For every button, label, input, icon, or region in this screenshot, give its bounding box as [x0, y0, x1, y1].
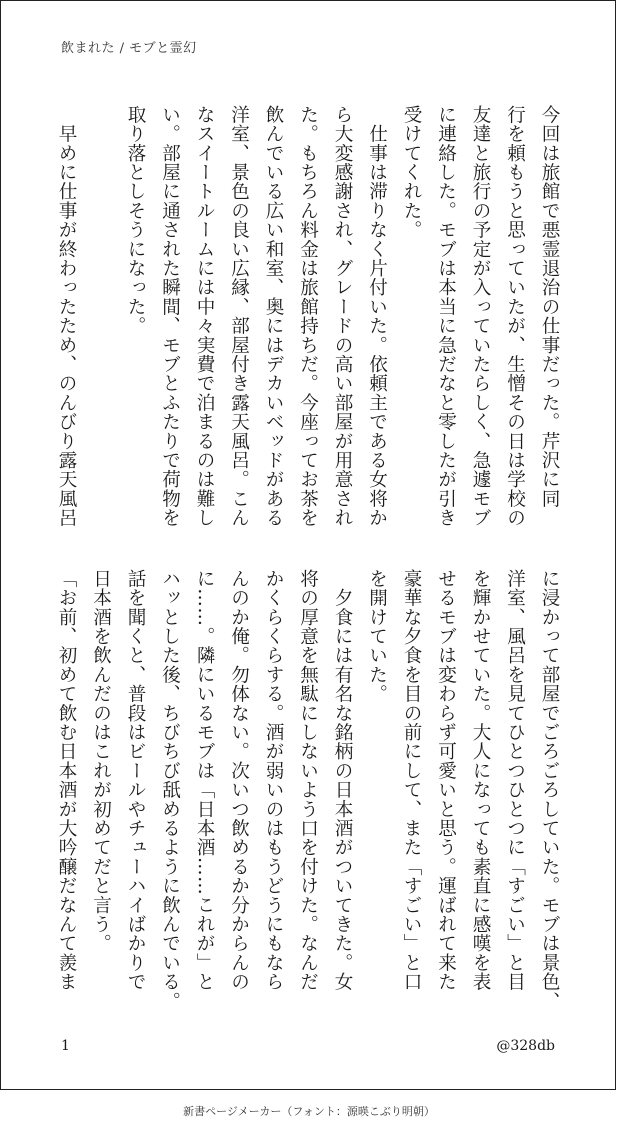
body-text-lower: に浸かって部屋でごろごろしていた。モブは景色、 洋室、風呂を見てひとつひとつに「すごい」と目 を輝かせていた。大人になっても素直に感嘆を表 せるモブは変わらず可愛いと思う。運ばれて来た 豪華な夕食を目の前にして、また「すごい」と口 を開けていた。 夕食には有名な銘柄の日本酒がついてきた。女 将の厚意を無駄にしないよう口を付けた。なんだ かくらくらする。酒が弱いのはもうどうにもなら んのか俺。勿体ない。次いつ飲めるか分からんの に……。隣にいるモブは「日本酒……これが」と ハッとした後、ちびちび舐めるように飲んでいる。 話を聞くと、普段はビールやチューハイばかりで 日本酒を飲んだのはこれが初めてだと言う。 「お前、初めて飲む日本酒が大吟醸だなんて羨ま: [56, 569, 560, 1011]
page-header-title: 飲まれた / モブと霊幻: [61, 41, 197, 56]
body-text-upper: 今回は旅館で悪霊退治の仕事だった。芹沢に同 行を頼もうと思っていたが、生憎その日は学校の 友達と旅行の予定が入っていたらしく、急遽モブ に連絡した。モブは本当に急だなと零したが引き 受けてくれた。 仕事は滞りなく片付いた。依頼主である女将か ら大変感謝され、グレードの高い部屋が用意され た。もちろん料金は旅館持ちだ。今座ってお茶を 飲んでいる広い和室、奥にはデカいベッドがある 洋室、景色の良い広縁、部屋付き露天風呂。こん なスイートルームには中々実費で泊まるのは難し い。部屋に通された瞬間、モブとふたりで荷物を 取り落としそうになった。 早めに仕事が終わったため、のんびり露天風呂: [56, 105, 560, 528]
author-handle: @328db: [496, 1038, 555, 1054]
page-number: 1: [61, 1038, 70, 1054]
generator-credit: 新書ページメーカー（フォント：源暎こぶり明朝）: [183, 1105, 435, 1118]
